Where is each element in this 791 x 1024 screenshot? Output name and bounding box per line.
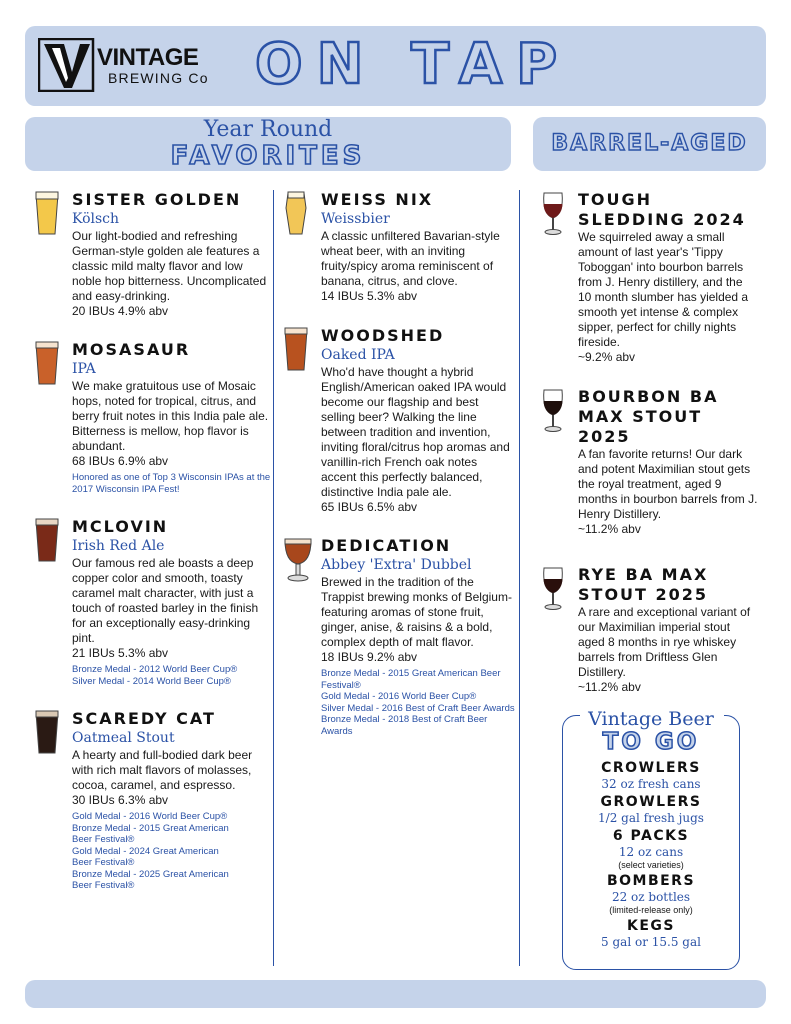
beer-style: Oaked IPA — [321, 347, 395, 363]
beer-description: A rare and exceptional variant of our Maximilian imperial stout aged 8 months in rye whiskey barrels from Driftless Glen Distillery. — [578, 605, 751, 679]
pint-glass-dark-icon — [34, 709, 60, 757]
beer-stats: 18 IBUs 9.2% abv — [321, 650, 418, 664]
beer-name: STOUT 2025 — [578, 585, 709, 604]
beer-stats: ~11.2% abv — [578, 680, 641, 694]
beer-style: Abbey 'Extra' Dubbel — [321, 557, 472, 573]
beer-award: Silver Medal - 2016 Best of Craft Beer Awards — [321, 702, 515, 714]
year-round-label: Year Round — [203, 117, 333, 142]
beer-stats: 20 IBUs 4.9% abv — [72, 304, 169, 318]
to-go-item-name: 6 PACKS — [612, 828, 690, 844]
beer-style: Kölsch — [72, 211, 120, 227]
to-go-item — [562, 794, 740, 826]
beer-award: Bronze Medal - 2012 World Beer Cup® — [72, 664, 238, 675]
brand-name: VINTAGE — [97, 44, 199, 71]
snifter-glass-icon — [540, 190, 566, 238]
to-go-item — [562, 828, 740, 871]
beer-name: MOSASAUR — [72, 340, 191, 359]
to-go-item-detail: 32 oz fresh cans — [601, 777, 701, 791]
beer-style: Oatmeal Stout — [72, 730, 175, 746]
pint-glass-golden-icon — [34, 190, 60, 238]
beer-award: Honored as one of Top 3 Wisconsin IPAs at the 2017 Wisconsin IPA Fest! — [72, 472, 271, 495]
beer-name: WOODSHED — [321, 326, 445, 345]
beer-stats: 30 IBUs 6.3% abv — [72, 793, 169, 807]
to-go-list — [562, 760, 740, 952]
beer-description: A hearty and full-bodied dark beer with rich malt flavors of molasses, cocoa, caramel, and espresso. — [72, 748, 253, 792]
to-go-title-big: TO GO — [602, 729, 700, 755]
to-go-item-name: GROWLERS — [600, 794, 702, 810]
beer-style: Weissbier — [321, 211, 390, 227]
to-go-item-note: (limited-release only) — [609, 905, 693, 915]
beer-award: Silver Medal - 2014 World Beer Cup® — [72, 675, 231, 687]
beer-name: SLEDDING 2024 — [578, 210, 746, 229]
beer-description: Our light-bodied and refreshing German-style golden ale features a classic mild malty flavor and low noble hop bitterness. Uncomplicated and easy-drinking. — [72, 229, 267, 303]
beer-award: Gold Medal - 2024 Great American Beer Festival® — [72, 845, 219, 868]
pint-glass-amber-icon — [34, 340, 60, 388]
beer-award: Gold Medal - 2016 World Beer Cup® — [72, 811, 228, 822]
beer-name: RYE BA MAX — [578, 565, 709, 584]
beer-award: Bronze Medal - 2018 Best of Craft Beer Awards — [321, 714, 488, 737]
beer-award: Bronze Medal - 2015 Great American Beer Festival® — [321, 668, 501, 691]
snifter-glass-icon — [540, 387, 566, 435]
beer-award: Gold Medal - 2016 World Beer Cup® — [321, 691, 477, 702]
pint-glass-red-icon — [34, 517, 60, 565]
beer-name: TOUGH — [578, 190, 653, 209]
column-divider — [273, 190, 274, 966]
beer-description: Who'd have thought a hybrid English/American oaked IPA would become our flagship and best selling beer? Walking the line between tradition and invention, inviting floral/citrus hop aromas and vanillin-rich French oak notes accent this perfectly balanced, distinctive India pale ale. — [321, 365, 510, 499]
to-go-item — [562, 760, 740, 792]
snifter-glass-icon — [540, 565, 566, 613]
beer-stats: 21 IBUs 5.3% abv — [72, 646, 169, 660]
to-go-item-detail: 12 oz cans — [618, 845, 684, 859]
beer-description: A fan favorite returns! Our dark and potent Maximilian stout gets the royal treatment, aged 9 months in bourbon barrels from J. Henry Distillery. — [578, 447, 758, 521]
page-title: ON TAP — [255, 32, 572, 97]
weizen-glass-icon — [283, 190, 309, 238]
beer-style: IPA — [72, 361, 96, 377]
goblet-glass-icon — [283, 536, 313, 584]
beer-description: A classic unfiltered Bavarian-style wheat beer, with an inviting fruity/spicy aroma reminiscent of banana, citrus, and clove. — [321, 229, 500, 288]
beer-description: We squirreled away a small amount of last year's 'Tippy Toboggan' into bourbon barrels from J. Henry distillery, and the 10 month slumber has yielded a smooth yet intense & complex sipper, perfect for chilly nights fireside. — [578, 230, 749, 349]
pint-glass-amber-icon — [283, 326, 309, 374]
beer-name: BOURBON BA — [578, 387, 719, 406]
beer-stats: 14 IBUs 5.3% abv — [321, 289, 418, 303]
to-go-title-small: Vintage Beer — [588, 708, 714, 730]
beer-name: 2025 — [578, 427, 631, 446]
beer-stats: ~11.2% abv — [578, 522, 641, 536]
beer-name: SCAREDY CAT — [72, 709, 216, 728]
to-go-item-detail: 22 oz bottles — [611, 890, 691, 904]
beer-stats: 68 IBUs 6.9% abv — [72, 454, 169, 468]
beer-description: Brewed in the tradition of the Trappist brewing monks of Belgium- featuring aromas of stone fruit, ginger, anise, & raisins & a bold, complex depth of malt flavor. — [321, 575, 512, 649]
beer-award: Bronze Medal - 2015 Great American Beer Festival® — [72, 822, 229, 845]
beer-award: Bronze Medal - 2025 Great American Beer Festival® — [72, 868, 229, 891]
beer-name: SISTER GOLDEN — [72, 190, 242, 209]
beer-stats: 65 IBUs 6.5% abv — [321, 500, 418, 514]
barrel-aged-label: BARREL-AGED — [551, 131, 748, 156]
beer-style: Irish Red Ale — [72, 538, 165, 554]
brand-subtitle: BREWING Co — [108, 70, 209, 86]
to-go-item-detail: 1/2 gal fresh jugs — [598, 811, 704, 825]
beer-name: WEISS NIX — [321, 190, 434, 209]
to-go-item — [562, 918, 740, 950]
to-go-item-detail: 5 gal or 15.5 gal — [601, 935, 701, 949]
footer-band — [25, 980, 766, 1008]
column-divider — [519, 190, 520, 966]
to-go-item — [562, 873, 740, 916]
beer-stats: ~9.2% abv — [578, 350, 636, 364]
beer-name: MAX STOUT — [578, 407, 703, 426]
beer-description: Our famous red ale boasts a deep copper color and smooth, toasty caramel malt character, with just a touch of roasted barley in the finish for an exceptionally easy-drinking pint. — [72, 556, 259, 645]
to-go-item-name: KEGS — [627, 918, 675, 934]
beer-name: DEDICATION — [321, 536, 452, 555]
beer-description: We make gratuitous use of Mosaic hops, noted for tropical, citrus, and berry fruit notes in this India pale ale. Bitterness is mellow, hop flavor is abundant. — [72, 379, 269, 453]
beer-name: MCLOVIN — [72, 517, 169, 536]
to-go-item-note: (select varieties) — [618, 860, 684, 870]
to-go-item-name: CROWLERS — [601, 760, 701, 776]
favorites-label: FAVORITES — [170, 141, 366, 171]
to-go-item-name: BOMBERS — [606, 873, 696, 889]
